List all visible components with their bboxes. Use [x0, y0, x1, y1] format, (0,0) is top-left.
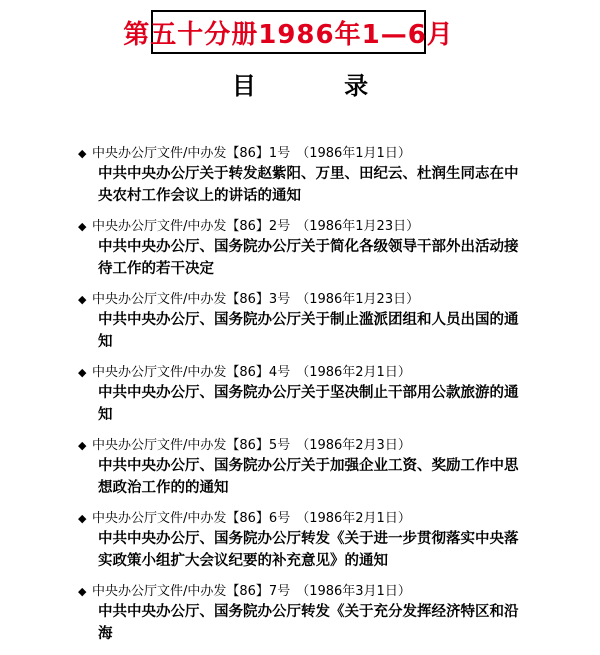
toc-entry[interactable]	[78, 290, 588, 353]
entry-header	[78, 217, 588, 236]
document-number: 中央办公厅文件/中办发【86】6号	[92, 511, 291, 526]
document-number: 中央办公厅文件/中办发【86】5号	[92, 438, 291, 453]
document-number: 中央办公厅文件/中办发【86】2号	[92, 219, 291, 234]
volume-label: 第五十分册1986年1—6月	[151, 10, 426, 54]
entry-header	[78, 290, 588, 309]
document-title: 中共中央办公厅、国务院办公厅转发《关于充分发挥经济特区和沿海	[98, 603, 519, 642]
toc-entry[interactable]	[78, 217, 588, 280]
document-date: （1986年2月1日）	[296, 365, 411, 380]
document-title: 中共中央办公厅、国务院办公厅关于坚决制止干部用公款旅游的通知	[98, 384, 519, 423]
diamond-bullet-icon: ◆	[78, 512, 87, 525]
document-number: 中央办公厅文件/中办发【86】7号	[92, 584, 291, 599]
document-title: 中共中央办公厅、国务院办公厅关于简化各级领导干部外出活动接待工作的若干决定	[98, 238, 519, 277]
document-title: 中共中央办公厅、国务院办公厅关于加强企业工资、奖励工作中思想政治工作的的通知	[98, 457, 519, 496]
toc-list	[78, 144, 588, 655]
diamond-bullet-icon: ◆	[78, 439, 87, 452]
toc-entry[interactable]	[78, 582, 588, 645]
diamond-bullet-icon: ◆	[78, 147, 87, 160]
page-title: 目 录	[231, 71, 409, 100]
document-number: 中央办公厅文件/中办发【86】1号	[92, 146, 291, 161]
entry-header	[78, 582, 588, 601]
document-title: 中共中央办公厅、国务院办公厅转发《关于进一步贯彻落实中央落实政策小组扩大会议纪要的补充意见》的通知	[98, 530, 519, 569]
document-date: （1986年1月1日）	[296, 146, 411, 161]
diamond-bullet-icon: ◆	[78, 220, 87, 233]
diamond-bullet-icon: ◆	[78, 293, 87, 306]
document-date: （1986年2月1日）	[296, 511, 411, 526]
toc-entry[interactable]	[78, 436, 588, 499]
document-title: 中共中央办公厅关于转发赵紫阳、万里、田纪云、杜润生同志在中央农村工作会议上的讲话的通知	[98, 165, 519, 204]
entry-header	[78, 509, 588, 528]
diamond-bullet-icon: ◆	[78, 585, 87, 598]
document-number: 中央办公厅文件/中办发【86】3号	[92, 292, 291, 307]
document-date: （1986年1月23日）	[296, 219, 420, 234]
entry-header	[78, 144, 588, 163]
entry-header	[78, 363, 588, 382]
document-title: 中共中央办公厅、国务院办公厅关于制止滥派团组和人员出国的通知	[98, 311, 519, 350]
entry-header	[78, 436, 588, 455]
document-date: （1986年2月3日）	[296, 438, 411, 453]
diamond-bullet-icon: ◆	[78, 366, 87, 379]
document-date: （1986年1月23日）	[296, 292, 420, 307]
document-date: （1986年3月1日）	[296, 584, 411, 599]
toc-entry[interactable]	[78, 509, 588, 572]
document-number: 中央办公厅文件/中办发【86】4号	[92, 365, 291, 380]
toc-entry[interactable]	[78, 363, 588, 426]
toc-entry[interactable]	[78, 144, 588, 207]
